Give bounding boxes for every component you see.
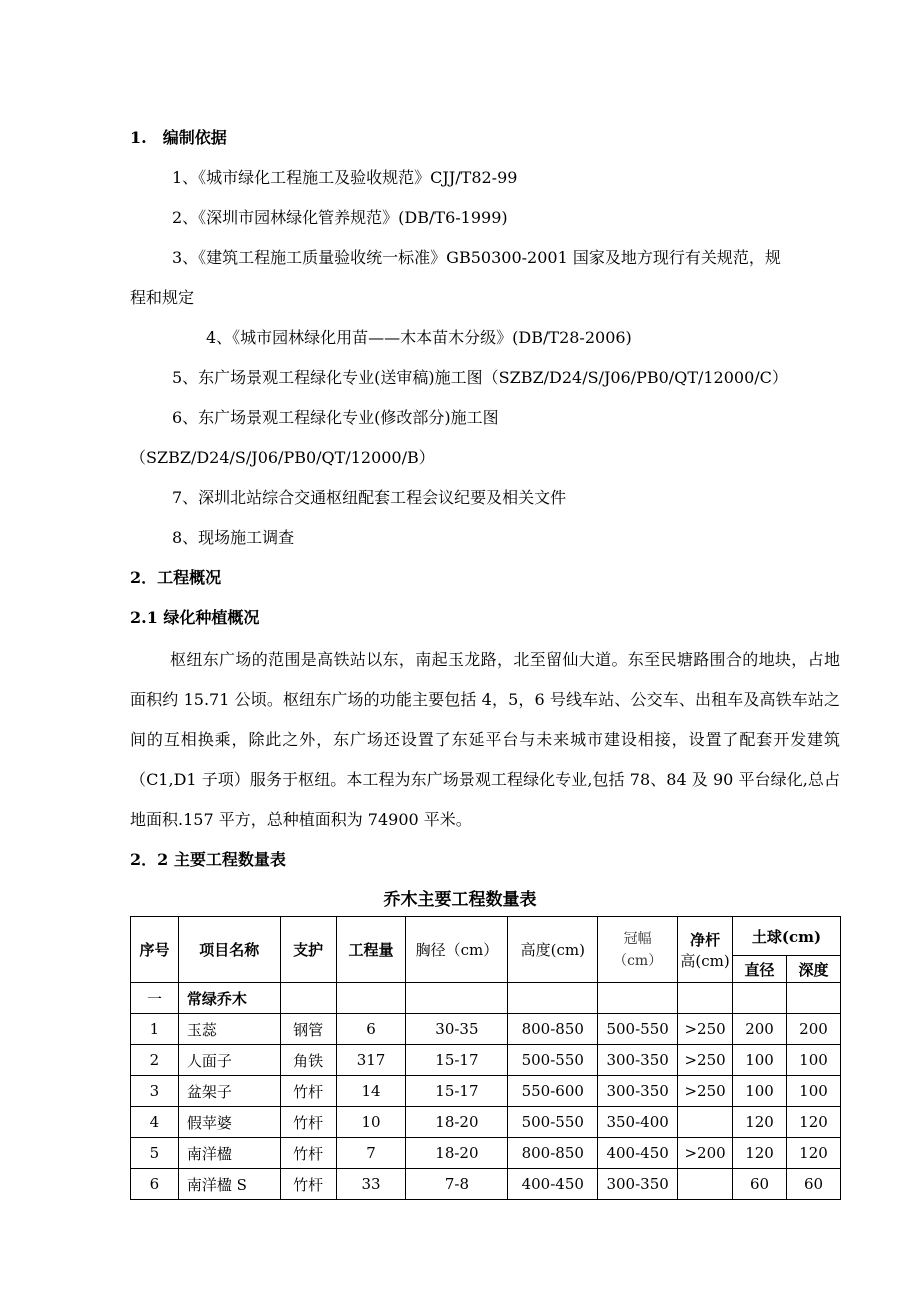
reference-item-8: 8、现场施工调查 — [172, 528, 295, 547]
cell-support: 竹杆 — [280, 1076, 336, 1107]
section2-1-heading: 2.1 绿化种植概况 — [130, 608, 260, 627]
cell-no: 4 — [131, 1107, 179, 1138]
table-row — [131, 1169, 841, 1200]
table-row — [131, 1138, 841, 1169]
cell-support: 角铁 — [280, 1045, 336, 1076]
cell-name: 盆架子 — [178, 1076, 280, 1107]
reference-item-4: 4、《城市园林绿化用苗——木本苗木分级》(DB/T28-2006) — [206, 328, 632, 347]
header-height: 高度(cm) — [508, 917, 598, 983]
cell-no: 1 — [131, 1014, 179, 1045]
cell-ball-dia: 100 — [733, 1045, 787, 1076]
header-clear-line2: 高(cm) — [680, 951, 730, 970]
cell-name: 南洋楹 — [178, 1138, 280, 1169]
overview-paragraph: 枢纽东广场的范围是高铁站以东，南起玉龙路，北至留仙大道。东至民塘路围合的地块，占地面积约 15.71 公顷。枢纽东广场的功能主要包括 4，5，6 号线车站、公交车、出租车及高铁车站之间的互相换乘，除此之外，东广场还设置了东延平台与未来城市建设相接，设置了配套开发建筑（C1,D1 子项）服务于枢纽。本工程为东广场景观工程绿化专业,包括 78、84 及 90 平台绿化,总占地面积.157 平方，总种植面积为 74900 平米。 — [130, 650, 840, 829]
cell-ball-dia: 120 — [733, 1138, 787, 1169]
cell-no: 5 — [131, 1138, 179, 1169]
header-ball-diameter: 直径 — [733, 956, 787, 983]
cell-name: 假苹婆 — [178, 1107, 280, 1138]
cell-height: 550-600 — [508, 1076, 598, 1107]
header-crown-line2: （cm） — [613, 952, 663, 969]
empty-cell — [733, 983, 787, 1014]
cell-dbh: 15-17 — [406, 1045, 508, 1076]
cell-dbh: 15-17 — [406, 1076, 508, 1107]
cell-qty: 33 — [336, 1169, 406, 1200]
header-name: 项目名称 — [178, 917, 280, 983]
section-row-no: 一 — [131, 983, 179, 1014]
reference-item-1: 1、《城市绿化工程施工及验收规范》CJJ/T82-99 — [172, 168, 518, 187]
reference-item-6: 6、东广场景观工程绿化专业(修改部分)施工图 — [172, 408, 499, 427]
cell-crown: 350-400 — [598, 1107, 678, 1138]
cell-clear: >250 — [678, 1045, 733, 1076]
table-row — [131, 1014, 841, 1045]
cell-name: 南洋楹 S — [178, 1169, 280, 1200]
cell-dbh: 18-20 — [406, 1107, 508, 1138]
reference-item-3-cont: 程和规定 — [130, 288, 195, 307]
cell-no: 2 — [131, 1045, 179, 1076]
header-qty: 工程量 — [336, 917, 406, 983]
table-row — [131, 1045, 841, 1076]
empty-cell — [508, 983, 598, 1014]
cell-ball-depth: 100 — [786, 1076, 840, 1107]
table-row — [131, 1107, 841, 1138]
table-section-row — [131, 983, 841, 1014]
cell-clear — [678, 1107, 733, 1138]
cell-no: 3 — [131, 1076, 179, 1107]
section2-heading: 2．工程概况 — [130, 568, 222, 587]
cell-clear: >250 — [678, 1076, 733, 1107]
section2-2-heading: 2．2 主要工程数量表 — [130, 850, 286, 869]
empty-cell — [598, 983, 678, 1014]
empty-cell — [786, 983, 840, 1014]
empty-cell — [336, 983, 406, 1014]
cell-crown: 400-450 — [598, 1138, 678, 1169]
header-clear-trunk — [678, 917, 733, 983]
empty-cell — [678, 983, 733, 1014]
empty-cell — [406, 983, 508, 1014]
cell-dbh: 30-35 — [406, 1014, 508, 1045]
cell-support: 竹杆 — [280, 1138, 336, 1169]
cell-crown: 300-350 — [598, 1169, 678, 1200]
cell-ball-depth: 100 — [786, 1045, 840, 1076]
table-title: 乔木主要工程数量表 — [383, 890, 537, 910]
table-header-row — [131, 917, 841, 956]
cell-no: 6 — [131, 1169, 179, 1200]
reference-item-7: 7、深圳北站综合交通枢纽配套工程会议纪要及相关文件 — [172, 488, 567, 507]
cell-qty: 6 — [336, 1014, 406, 1045]
header-crown — [598, 917, 678, 983]
cell-crown: 500-550 — [598, 1014, 678, 1045]
header-ball-depth: 深度 — [786, 956, 840, 983]
cell-ball-depth: 200 — [786, 1014, 840, 1045]
cell-qty: 10 — [336, 1107, 406, 1138]
cell-crown: 300-350 — [598, 1045, 678, 1076]
section-row-name: 常绿乔木 — [178, 983, 280, 1014]
cell-qty: 14 — [336, 1076, 406, 1107]
cell-clear — [678, 1169, 733, 1200]
cell-height: 400-450 — [508, 1169, 598, 1200]
cell-ball-depth: 60 — [786, 1169, 840, 1200]
cell-height: 800-850 — [508, 1138, 598, 1169]
header-support: 支护 — [280, 917, 336, 983]
cell-clear: >200 — [678, 1138, 733, 1169]
cell-name: 人面子 — [178, 1045, 280, 1076]
cell-support: 钢管 — [280, 1014, 336, 1045]
cell-dbh: 18-20 — [406, 1138, 508, 1169]
header-crown-line1: 冠幅 — [623, 930, 652, 947]
cell-height: 800-850 — [508, 1014, 598, 1045]
reference-item-3: 3、《建筑工程施工质量验收统一标准》GB50300-2001 国家及地方现行有关规范，规 — [172, 248, 781, 267]
cell-ball-dia: 60 — [733, 1169, 787, 1200]
reference-item-5: 5、东广场景观工程绿化专业(送审稿)施工图（SZBZ/D24/S/J06/PB0/QT/12000/C） — [172, 368, 788, 387]
quantity-table — [130, 916, 841, 1200]
cell-crown: 300-350 — [598, 1076, 678, 1107]
empty-cell — [280, 983, 336, 1014]
cell-height: 500-550 — [508, 1107, 598, 1138]
reference-item-2: 2、《深圳市园林绿化管养规范》(DB/T6-1999) — [172, 208, 508, 227]
header-clear-line1: 净杆 — [690, 930, 721, 949]
table-row — [131, 1076, 841, 1107]
section1-heading: 1. 编制依据 — [130, 128, 227, 147]
cell-qty: 317 — [336, 1045, 406, 1076]
reference-item-6-cont: （SZBZ/D24/S/J06/PB0/QT/12000/B） — [130, 448, 435, 467]
cell-dbh: 7-8 — [406, 1169, 508, 1200]
header-soil-ball: 土球(cm) — [733, 917, 841, 956]
header-no: 序号 — [131, 917, 179, 983]
cell-ball-dia: 120 — [733, 1107, 787, 1138]
cell-ball-depth: 120 — [786, 1107, 840, 1138]
cell-support: 竹杆 — [280, 1169, 336, 1200]
cell-ball-dia: 100 — [733, 1076, 787, 1107]
cell-height: 500-550 — [508, 1045, 598, 1076]
cell-ball-dia: 200 — [733, 1014, 787, 1045]
cell-support: 竹杆 — [280, 1107, 336, 1138]
cell-name: 玉蕊 — [178, 1014, 280, 1045]
cell-ball-depth: 120 — [786, 1138, 840, 1169]
cell-clear: >250 — [678, 1014, 733, 1045]
header-dbh: 胸径（cm） — [406, 917, 508, 983]
cell-qty: 7 — [336, 1138, 406, 1169]
